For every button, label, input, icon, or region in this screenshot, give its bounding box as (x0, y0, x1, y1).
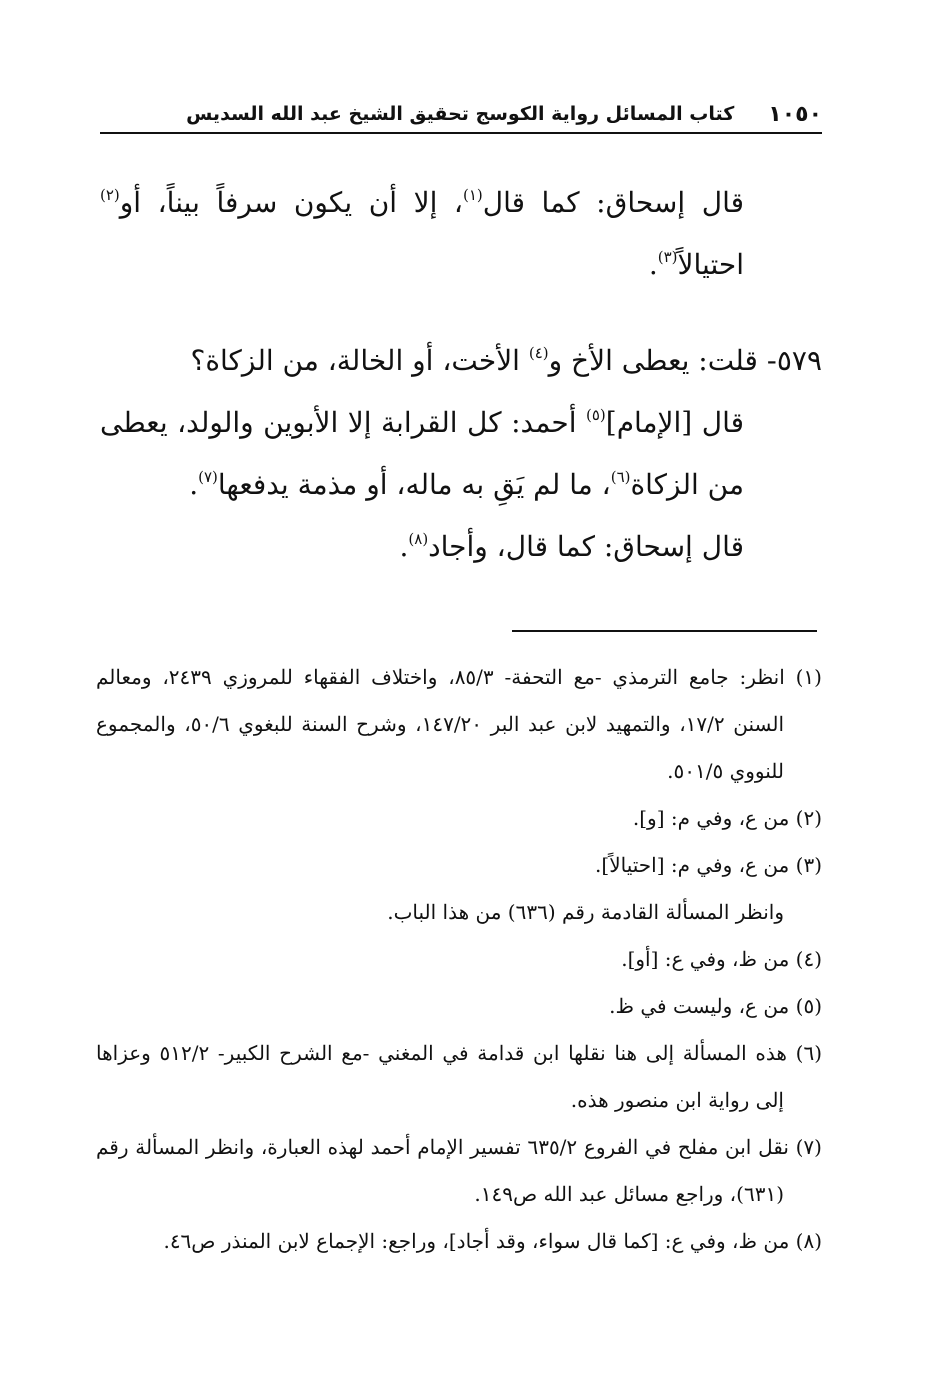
page-number: ١٠٥٠ (768, 101, 822, 127)
running-title: كتاب المسائل رواية الكوسج تحقيق الشيخ عبد الله السديس (186, 103, 735, 125)
footnote-ref-3: (٣) (657, 248, 678, 266)
footnote-ref-4: (٤) (528, 344, 549, 362)
text-run: الأخت، أو الخالة، من الزكاة؟ (190, 344, 529, 377)
footnote-5: (٥) من ع، وليست في ظ. (609, 994, 822, 1018)
footnote-8: (٨) من ظ، وفي ع: [كما قال سواء، وقد أجاد]، وراجع: الإجماع لابن المنذر ص٤٦. (163, 1229, 822, 1253)
text-run: ، ما لم يَقِ به ماله، أو مذمة يدفعها (217, 468, 611, 501)
footnote-4: (٤) من ظ، وفي ع: [أو]. (621, 947, 822, 971)
footnote-7: (٧) نقل ابن مفلح في الفروع ٦٣٥/٢ تفسير الإمام أحمد لهذه العبارة، وانظر المسألة رقم (٦٣١)، وراجع مسائل عبد الله ص١٤٩. (96, 1135, 822, 1206)
text-run: احتيالاً (677, 248, 744, 281)
footnote-ref-7: (٧) (198, 468, 218, 486)
paragraph-ahmad (100, 392, 822, 516)
footnote-ref-8: (٨) (408, 530, 429, 548)
text-run: . (648, 248, 658, 281)
paragraph-ishaq-2 (100, 516, 822, 578)
text-run: قلت: يعطى الأخ و (548, 344, 758, 377)
footnote-ref-6: (٦) (610, 468, 631, 486)
footnote-2: (٢) من ع، وفي م: [و]. (632, 806, 822, 830)
text-run: أحمد: كل القرابة إلا الأبوين والولد، يعطى من الزكاة (100, 406, 744, 501)
text-run: قال [الإمام] (605, 406, 744, 439)
footnote-separator (512, 630, 817, 632)
running-header (100, 96, 822, 134)
text-run: . (399, 530, 409, 563)
text-run: قال إسحاق: كما قال، وأجاد (428, 530, 744, 563)
question-579 (100, 330, 822, 392)
footnote-ref-2: (٢) (100, 186, 120, 204)
footnote-1: (١) انظر: جامع الترمذي -مع التحفة- ٨٥/٣، واختلاف الفقهاء للمروزي ٢٤٣٩، ومعالم السنن ١٧/٢، والتمهيد لابن عبد البر ١٤٧/٢٠، وشرح السنة للبغوي ٥٠/٦، والمجموع للنووي ٥٠١/٥. (96, 665, 822, 783)
footnote-3-continuation: وانظر المسألة القادمة رقم (٦٣٦) من هذا الباب. (387, 900, 784, 924)
text-run: ، إلا أن يكون سرفاً بيناً، أو (119, 186, 463, 219)
issue-number: ٥٧٩- (757, 344, 822, 377)
footnote-3: (٣) من ع، وفي م: [احتيالاً]. (595, 853, 822, 877)
paragraph-ishaq-1 (100, 172, 822, 296)
text-run: . (189, 468, 199, 501)
footnote-ref-5: (٥) (585, 406, 606, 424)
text-run: قال إسحاق: كما قال (482, 186, 744, 219)
main-text (100, 172, 822, 578)
footnote-6: (٦) هذه المسألة إلى هنا نقلها ابن قدامة في المغني -مع الشرح الكبير- ٥١٢/٢ وعزاها إلى رواية ابن منصور هذه. (96, 1041, 822, 1112)
footnote-ref-1: (١) (462, 186, 483, 204)
footnotes (96, 654, 822, 1265)
